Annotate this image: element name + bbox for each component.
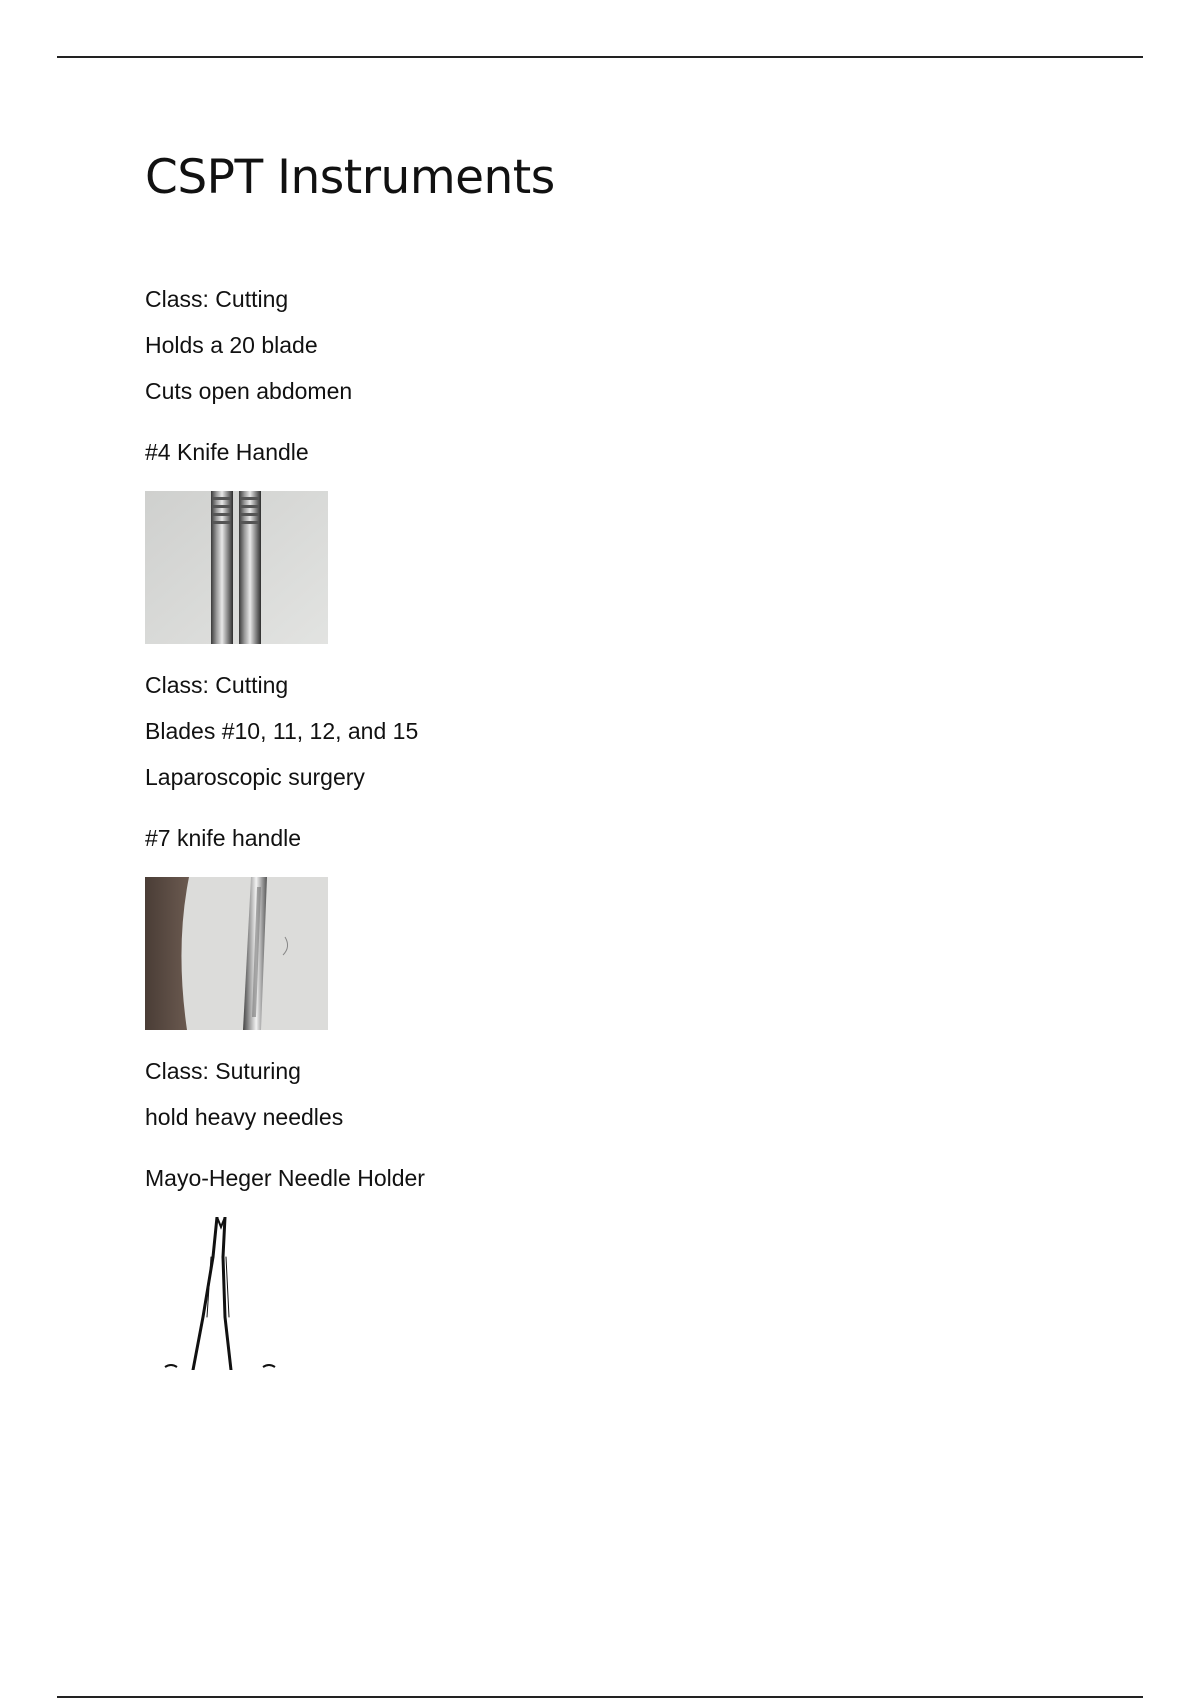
entry-1-detail: Holds a 20 blade <box>145 332 318 358</box>
entry-1-class: Class: Cutting <box>145 286 289 312</box>
bottom-rule <box>57 1696 1143 1698</box>
knife-handle-7-photo <box>145 877 328 1030</box>
needle-holder-drawing <box>145 1217 320 1370</box>
entry-2-class: Class: Cutting <box>145 672 289 698</box>
knife-handle-4-photo <box>145 491 328 644</box>
entry-2-name: #7 knife handle <box>145 825 302 851</box>
entry-1-name: #4 Knife Handle <box>145 439 309 465</box>
top-rule <box>57 56 1143 58</box>
page-title: CSPT Instruments <box>145 150 555 205</box>
entry-3-class: Class: Suturing <box>145 1058 301 1084</box>
entry-3-detail: hold heavy needles <box>145 1104 344 1130</box>
entry-1-use: Cuts open abdomen <box>145 378 353 404</box>
entry-2-detail: Blades #10, 11, 12, and 15 <box>145 718 419 744</box>
entry-2-use: Laparoscopic surgery <box>145 764 365 790</box>
entry-3-name: Mayo-Heger Needle Holder <box>145 1165 425 1191</box>
